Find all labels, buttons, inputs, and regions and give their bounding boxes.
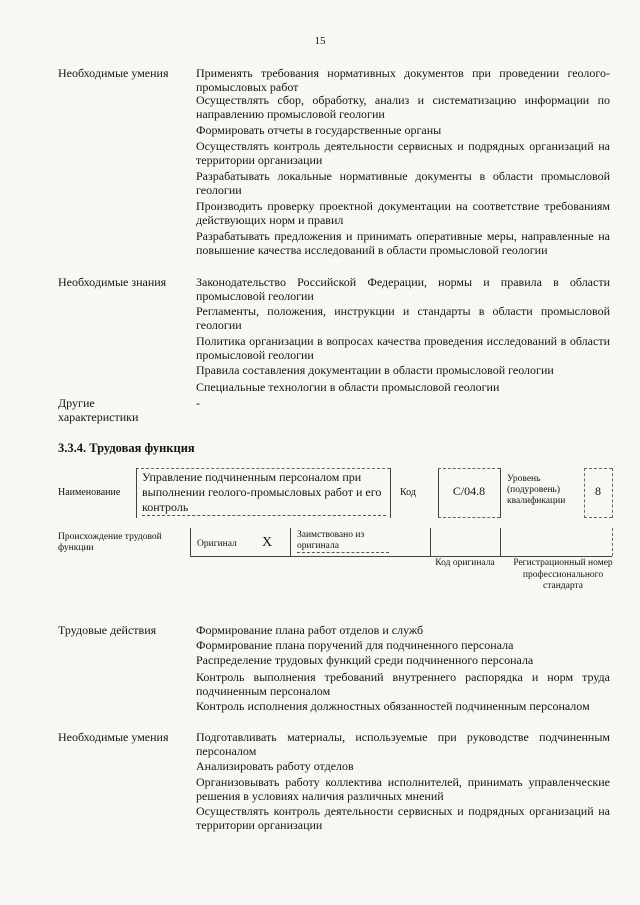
section-heading: 3.3.4. Трудовая функция <box>58 441 195 455</box>
knowledge-item: Регламенты, положения, инструкции и стандарты в области промысловой геологии <box>196 304 610 332</box>
function-code-value: C/04.8 <box>452 484 486 498</box>
knowledge-item: Политика организации в вопросах качества проведения исследований в области промысловой геологии <box>196 334 610 362</box>
qualification-level-label: Уровень (подуровень) квалификации <box>507 474 566 506</box>
knowledge-item: Специальные технологии в области промысловой геологии <box>196 380 500 394</box>
skills-label: Необходимые умения <box>58 66 169 80</box>
skill-item: Формировать отчеты в государственные органы <box>196 123 442 137</box>
skill-item: Разрабатывать локальные нормативные документы в области промысловой геологии <box>196 169 610 197</box>
code-label: Код <box>400 487 416 498</box>
other-characteristics-label: Другие характеристики <box>58 396 139 424</box>
name-label: Наименование <box>58 487 121 498</box>
original-label: Оригинал <box>197 539 237 549</box>
knowledge-item: Правила составления документации в области промысловой геологии <box>196 363 554 377</box>
other-characteristics-value: - <box>196 396 200 410</box>
labor-action-item: Формирование плана работ отделов и служб <box>196 623 424 637</box>
skill-item: Разрабатывать предложения и принимать оперативные меры, направленные на повышение качества исследований в области промысловой геологии <box>196 229 610 257</box>
labor-action-item: Контроль выполнения требований внутреннего распорядка и норм труда подчиненным персоналом <box>196 670 610 698</box>
function-name-value: Управление подчиненным персоналом при выполнении геолого-промысловых работ и его контроль <box>142 470 386 516</box>
labor-actions-label: Трудовые действия <box>58 623 157 637</box>
skill-item: Организовывать работу коллектива исполнителей, принимать управленческие решения в условиях наличия различных мнений <box>196 775 610 803</box>
skills-label: Необходимые умения <box>58 730 169 744</box>
page-number: 15 <box>314 35 326 47</box>
skill-item: Производить проверку проектной документации на соответствие требованиям действующих норм и правил <box>196 199 610 227</box>
skill-item: Осуществлять контроль деятельности сервисных и подрядных организаций на территории организации <box>196 139 610 167</box>
origin-label: Происхождение трудовой функции <box>58 532 162 553</box>
labor-action-item: Формирование плана поручений для подчиненного персонала <box>196 638 514 652</box>
skill-item: Подготавливать материалы, используемые при руководстве подчиненным персоналом <box>196 730 610 758</box>
labor-action-item: Распределение трудовых функций среди подчиненного персонала <box>196 653 534 667</box>
qualification-level-value: 8 <box>595 484 601 498</box>
original-code-caption: Код оригинала <box>435 558 495 568</box>
skill-item: Осуществлять сбор, обработку, анализ и систематизацию информации по направлению промысловой геологии <box>196 93 610 121</box>
labor-action-item: Контроль исполнения должностных обязанностей подчиненным персоналом <box>196 699 590 713</box>
knowledge-item: Законодательство Российской Федерации, нормы и правила в области промысловой геологии <box>196 275 610 303</box>
original-mark: X <box>262 535 273 550</box>
skill-item: Осуществлять контроль деятельности сервисных и подрядных организаций на территории организации <box>196 804 610 832</box>
skill-item: Применять требования нормативных документов при проведении геолого-промысловых работ <box>196 66 610 94</box>
knowledge-label: Необходимые знания <box>58 275 167 289</box>
skill-item: Анализировать работу отделов <box>196 759 354 773</box>
borrowed-label: Заимствовано из оригинала <box>297 530 389 553</box>
registration-number-caption: Регистрационный номер профессионального стандарта <box>513 558 613 591</box>
